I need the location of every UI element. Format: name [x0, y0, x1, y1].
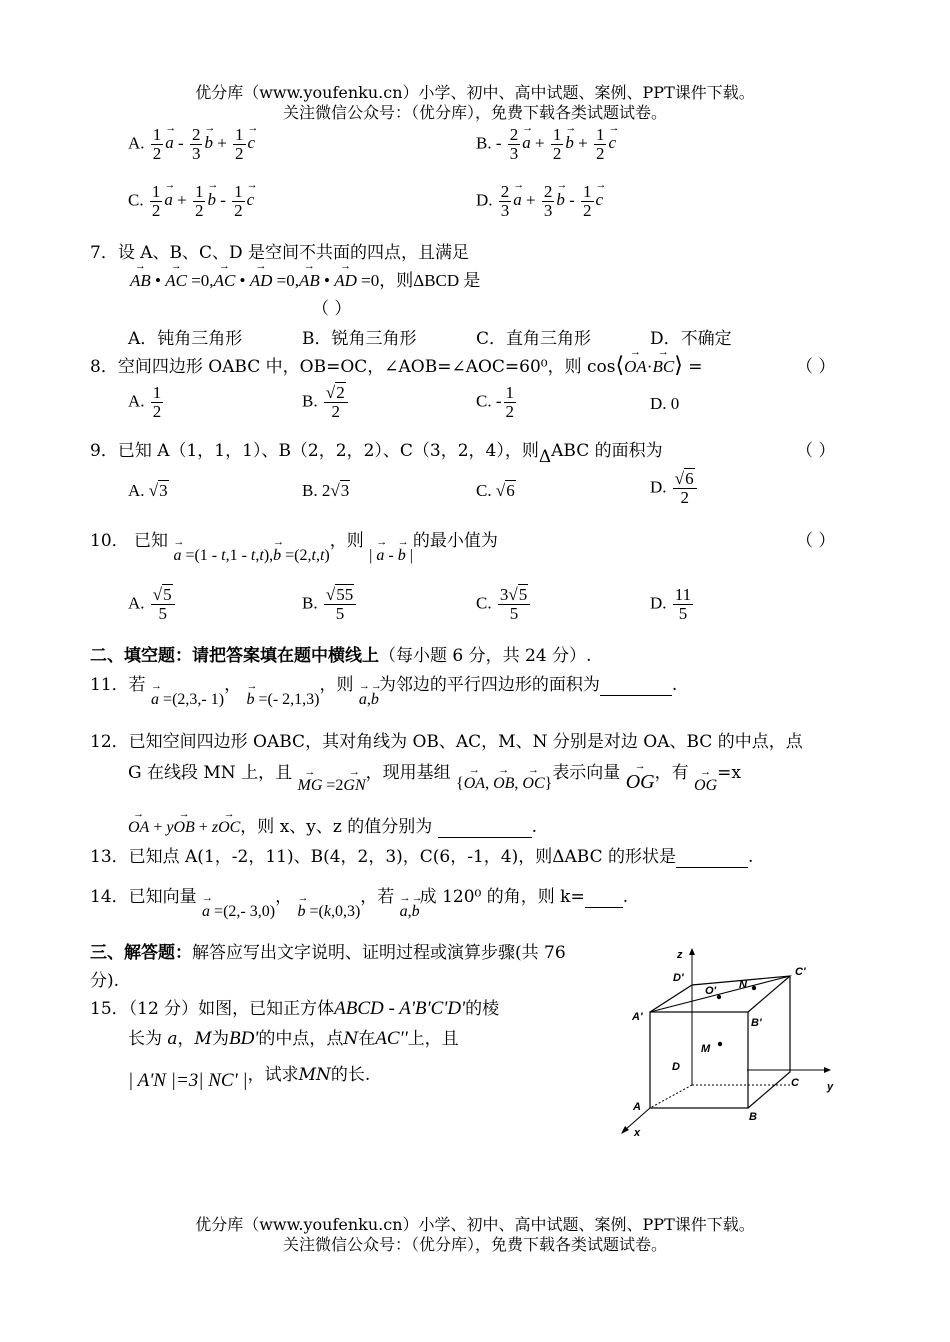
q10-option-c[interactable]: C. $\frac{3√5}{5}$ [476, 586, 532, 623]
q8-answer-paren[interactable]: （ ） [796, 357, 836, 377]
label-d: D [672, 1061, 680, 1073]
label-a: A [633, 1101, 641, 1113]
q8-option-b[interactable]: B. $\frac{√2}{2}$ [302, 384, 350, 421]
q8-option-d[interactable]: D. 0 [650, 394, 680, 413]
q9-option-d[interactable]: D. $\frac{√6}{2}$ [650, 470, 699, 507]
footer-line-1: 优分库（www.youfenku.cn）小学、初中、高中试题、案例、PPT课件下载。 [195, 1215, 755, 1234]
z-arrow-icon [689, 948, 695, 955]
q8-stem: 8．空间四边形 OABC 中，OB=OC，∠AOB=∠AOC=60⁰，则 cos⟨→ OA·→ BC⟩ = [90, 352, 702, 378]
q7-option-a[interactable]: A．钝角三角形 [128, 329, 243, 349]
q12-line1: 12．已知空间四边形 OABC，其对角线为 OB、AC，M、N 分别是对边 OA、BC 的中点，点 [90, 732, 803, 752]
point-m [718, 1042, 722, 1046]
q10-option-d[interactable]: D. $\frac{11}{5}$ [650, 585, 692, 623]
y-arrow-icon [824, 1067, 831, 1073]
q9-stem: 9．已知 A（1，1，1）、B（2，2，2）、C（3，2，4），则ΔABC 的面积为 [90, 441, 663, 467]
edge-da-hidden [650, 1085, 692, 1108]
q7-stem: 7．设 A、B、C、D 是空间不共面的四点，且满足 [90, 243, 470, 263]
section3-heading: 三、解答题：解答应写出文字说明、证明过程或演算步骤(共 76 [90, 943, 566, 963]
q7-option-d[interactable]: D．不确定 [650, 329, 732, 349]
header-line-2: 关注微信公众号：（优分库），免费下载各类试题试卷。 [282, 103, 667, 122]
q12-line3: → OA + y→ OB + z→ OC，则 x、y、z 的值分别为 . [128, 812, 537, 838]
header-line-1: 优分库（www.youfenku.cn）小学、初中、高中试题、案例、PPT课件下载。 [195, 83, 755, 102]
q6-option-c[interactable]: C. $\frac{1}{2}$ → a + $\frac{1}{2}$ → b - $\frac{1}{2}$ → c [128, 183, 254, 220]
q14-answer-blank[interactable] [585, 887, 623, 908]
q7-answer-paren[interactable]: （ ） [312, 299, 352, 319]
q9-option-a[interactable]: A. √3 [128, 481, 168, 500]
q10-answer-paren[interactable]: （ ） [796, 531, 836, 551]
q15-line3: | A'N |=3| NC' |，试求MN的长. [128, 1065, 371, 1091]
label-a1: A' [632, 1011, 643, 1023]
q14-text: 14．已知向量 → a =(2,- 3,0)， → b =(k,0,3)，若 → a,→ b成 120⁰ 的角，则 k= . [90, 882, 628, 908]
label-b: B [749, 1111, 757, 1123]
q15-line2: 长为 a，M为BD'的中点，点N在AC''上，且 [128, 1028, 459, 1049]
q15-line1: 15．（12 分）如图，已知正方体ABCD - A'B'C'D'的棱 [90, 998, 500, 1019]
point-n [752, 986, 756, 990]
label-b1: B' [751, 1017, 762, 1029]
q10-stem: 10． 已知 → a =(1 - t,1 - t,t),→ b =(2,t,t)，则 | → a - → b |的最小值为 [90, 526, 498, 551]
label-o1: O' [705, 985, 717, 997]
cube-right-edges [748, 976, 790, 1108]
q7-condition: → AB • → AC =0,→ AC • → AD =0,→ AB • → AD =0，则ΔBCD 是 [130, 266, 480, 291]
label-x: x [634, 1127, 641, 1139]
footer-line-2: 关注微信公众号：（优分库），免费下载各类试题试卷。 [282, 1235, 667, 1254]
point-o1 [717, 995, 721, 999]
q9-option-c[interactable]: C. √6 [476, 481, 515, 500]
label-c1: C' [795, 966, 806, 978]
label-n: N [739, 979, 747, 991]
q9-option-b[interactable]: B. 2√3 [302, 481, 350, 500]
q13-text: 13．已知点 A(1，-2，11)、B(4，2，3)，C(6，-1，4)，则ΔABC 的形状是 . [90, 847, 754, 867]
q6-option-d[interactable]: D. $\frac{2}{3}$ → a + $\frac{2}{3}$ → b - $\frac{1}{2}$ → c [476, 183, 603, 220]
label-c: C [791, 1077, 799, 1089]
label-y: y [827, 1081, 834, 1093]
cube-front-face [650, 1012, 748, 1108]
q6-option-a[interactable]: A. $\frac{1}{2}$ → a - $\frac{2}{3}$ → b + $\frac{1}{2}$ → c [128, 126, 255, 163]
label-m: M [701, 1043, 711, 1055]
q13-answer-blank[interactable] [676, 847, 748, 868]
label-z: z [677, 949, 683, 961]
q8-option-c[interactable]: C. - $\frac{1}{2}$ [476, 383, 515, 421]
q9-answer-paren[interactable]: （ ） [796, 441, 836, 461]
q6-option-b[interactable]: B. - $\frac{2}{3}$ → a + $\frac{1}{2}$ → b + $\frac{1}{2}$ → c [476, 126, 616, 163]
section2-heading: 二、填空题：请把答案填在题中横线上（每小题 6 分，共 24 分）. [90, 646, 592, 666]
q12-answer-blank[interactable] [438, 817, 532, 838]
q8-option-a[interactable]: A. $\frac{1}{2}$ [128, 383, 162, 421]
label-d1: D' [673, 972, 684, 984]
q12-line2: G 在线段 MN 上，且 → MG =2→ GN，现用基组 {→ OA, → OB, → OC}表示向量 → OG，有 → OG=x [128, 758, 741, 784]
q7-option-b[interactable]: B．锐角三角形 [302, 329, 417, 349]
q10-option-b[interactable]: B. $\frac{√55}{5}$ [302, 586, 358, 623]
q10-option-a[interactable]: A. $\frac{√5}{5}$ [128, 586, 177, 623]
q11-text: 11．若 → a =(2,3,- 1)， → b =(- 2,1,3)，则 → a,→ b为邻边的平行四边形的面积为 . [90, 670, 677, 696]
section3-heading-cont: 分). [90, 971, 120, 991]
q7-option-c[interactable]: C．直角三角形 [476, 329, 592, 349]
cube-figure [615, 940, 845, 1140]
q11-answer-blank[interactable] [600, 675, 672, 696]
